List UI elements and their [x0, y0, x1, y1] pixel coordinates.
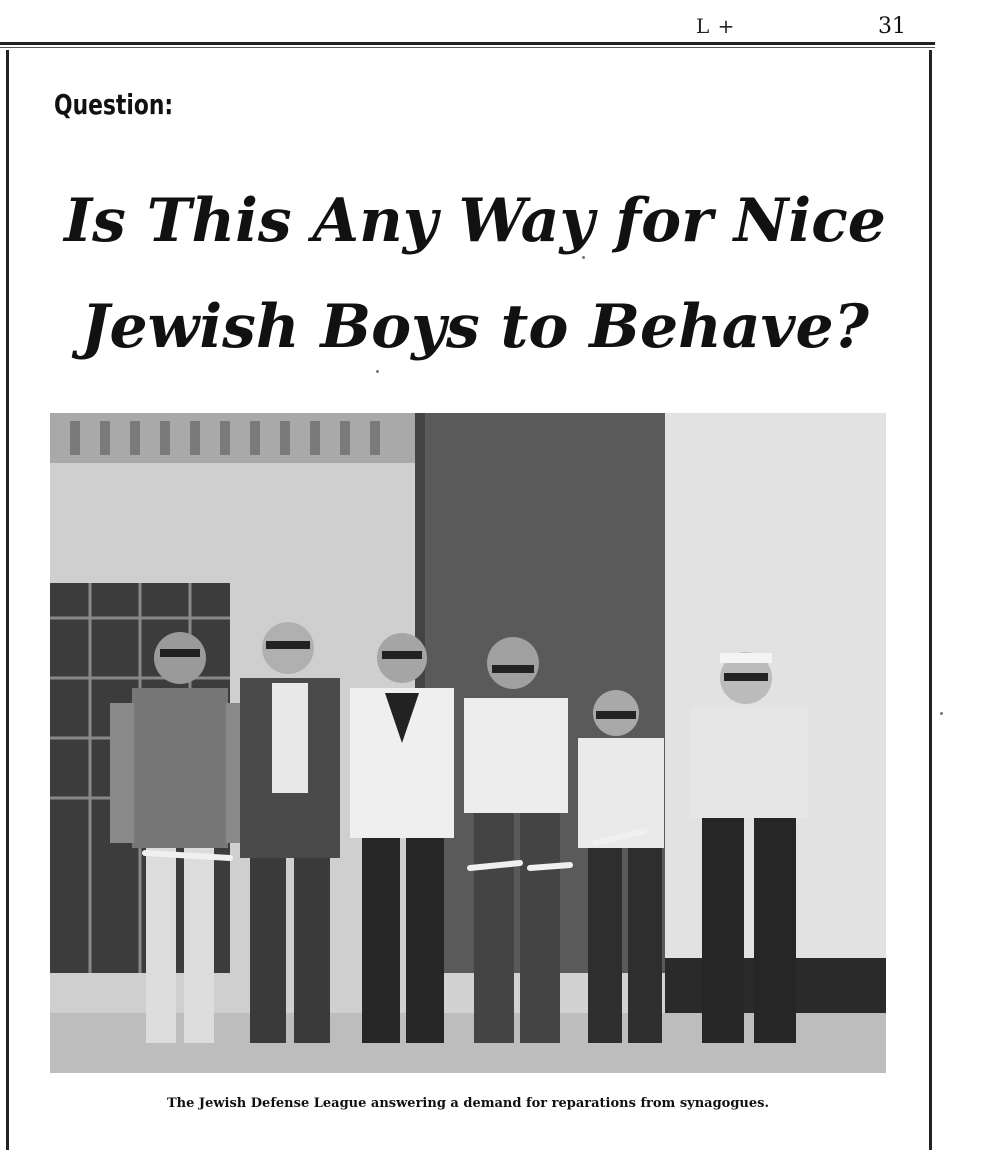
photo-caption: The Jewish Defense League answering a demand for reparations from synagogues. [167, 1096, 769, 1111]
top-rule-thin [0, 47, 935, 48]
article-kicker: Question: [54, 88, 174, 121]
speck [376, 370, 379, 373]
top-rule [0, 42, 935, 45]
article-headline [40, 168, 910, 380]
page-number: 31 [878, 14, 906, 39]
speck [582, 256, 585, 259]
edition-mark: L + [696, 14, 736, 38]
page-header [0, 0, 1000, 48]
speck [940, 712, 943, 715]
group-photo-illustration [50, 413, 886, 1073]
headline-line-1: Is This Any Way for Nice [64, 186, 886, 256]
article-photo [50, 413, 886, 1073]
headline-line-2: Jewish Boys to Behave? [81, 292, 869, 362]
